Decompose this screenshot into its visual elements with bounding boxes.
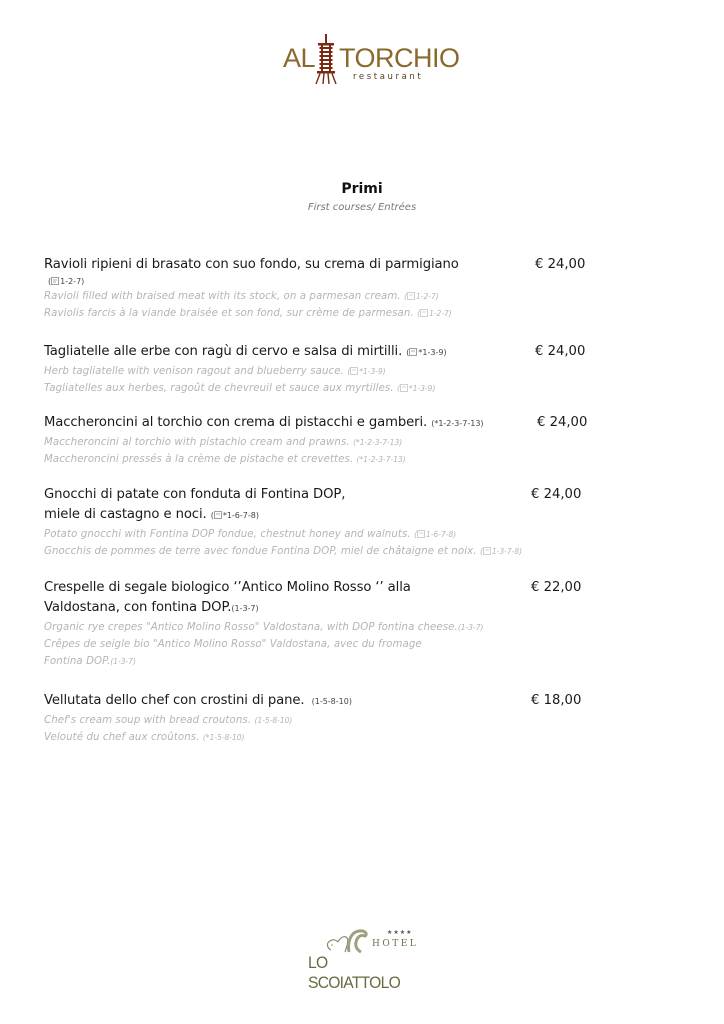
menu-item-tagliatelle xyxy=(44,342,604,397)
item-price: € 22,00 xyxy=(531,580,582,595)
french-text: Velouté du chef aux croûtons. xyxy=(44,732,200,743)
allergen-codes: (*1-2-3-7-13) xyxy=(353,438,403,447)
item-allergens-italian xyxy=(48,275,604,288)
allergen-codes: (*1-2-3-7-13) xyxy=(356,455,406,464)
item-price: € 24,00 xyxy=(531,487,582,502)
memo-icon xyxy=(51,277,59,285)
memo-icon xyxy=(350,367,358,375)
allergen-text: *1-3-9) xyxy=(418,348,447,357)
memo-icon xyxy=(214,511,222,519)
hotel-stars: ★★★★ xyxy=(387,929,413,936)
allergen-codes: (*1-2-3-7-13) xyxy=(431,419,484,428)
allergen-codes: (1-3-7) xyxy=(457,623,484,632)
allergen-codes: ( 1-3-7-8) xyxy=(479,547,523,556)
memo-icon xyxy=(483,547,491,555)
hotel-logo xyxy=(305,928,420,992)
item-description-french xyxy=(44,543,604,560)
item-name-italian-line2 xyxy=(44,598,604,619)
item-description-english xyxy=(44,363,604,380)
allergen-text: *1-3-9) xyxy=(359,367,386,376)
logo-word-al: AL xyxy=(283,43,316,73)
allergen-text: 1-6-7-8) xyxy=(426,530,457,539)
section-subtitle: First courses/ Entrées xyxy=(307,202,417,213)
allergen-codes: ( 1-2-7) xyxy=(404,292,439,301)
item-description-english xyxy=(44,619,604,636)
item-name-italian-line1: Crespelle di segale biologico ‘’Antico Molino Rosso ‘’ alla xyxy=(44,580,411,595)
item-name-italian xyxy=(44,691,604,712)
english-text: Chef's cream soup with bread croutons. xyxy=(44,715,252,726)
menu-item-vellutata xyxy=(44,691,604,746)
memo-icon xyxy=(420,309,428,317)
allergen-codes: 1-2-7) xyxy=(60,277,85,286)
menu-item-crespelle xyxy=(44,578,604,670)
italian-text: miele di castagno e noci. xyxy=(44,507,207,522)
memo-icon xyxy=(400,384,408,392)
menu-item-gnocchi xyxy=(44,485,604,560)
french-text: Fontina DOP. xyxy=(44,656,111,667)
item-price: € 24,00 xyxy=(537,415,588,430)
restaurant-logo xyxy=(283,34,460,86)
english-text: Herb tagliatelle with venison ragout and blueberry sauce. xyxy=(44,366,344,377)
italian-text: Tagliatelle alle erbe con ragù di cervo e salsa di mirtilli. xyxy=(44,344,403,359)
english-text: Maccheroncini al torchio with pistachio cream and prawns. xyxy=(44,437,350,448)
hotel-label: HOTEL xyxy=(372,939,419,949)
italian-text: Maccheroncini al torchio con crema di pistacchi e gamberi. xyxy=(44,415,428,430)
item-description-english xyxy=(44,434,604,451)
item-description-english xyxy=(44,288,604,305)
item-description-french-line2 xyxy=(44,653,604,670)
allergen-codes: (*1-5-8-10) xyxy=(202,733,245,742)
french-text: Gnocchis de pommes de terre avec fondue Fontina DOP, miel de châtaigne et noix. xyxy=(44,546,477,557)
allergen-codes: ( *1-6-7-8) xyxy=(210,511,259,520)
item-description-french xyxy=(44,729,604,746)
item-description-english xyxy=(44,526,604,543)
allergen-codes: (1-3-7) xyxy=(231,604,259,613)
english-text: Ravioli filled with braised meat with its stock, on a parmesan cream. xyxy=(44,291,401,302)
allergen-codes: ( *1-3-9) xyxy=(406,348,447,357)
item-price: € 18,00 xyxy=(531,693,582,708)
item-price: € 24,00 xyxy=(535,257,586,272)
item-description-french-line1: Crêpes de seigle bio "Antico Molino Rosso" Valdostana, avec du fromage xyxy=(44,639,422,650)
item-name-italian-line1: Gnocchi di patate con fonduta di Fontina DOP, xyxy=(44,487,346,502)
allergen-open-paren: ( xyxy=(48,277,52,286)
french-text: Tagliatelles aux herbes, ragoût de chevreuil et sauce aux myrtilles. xyxy=(44,383,394,394)
logo-subtitle: restaurant xyxy=(353,72,424,82)
item-name-italian-line2 xyxy=(44,505,604,526)
menu-item-maccheroncini xyxy=(44,413,604,468)
section-title: Primi xyxy=(341,181,383,197)
english-text: Organic rye crepes "Antico Molino Rosso" Valdostana, with DOP fontina cheese. xyxy=(44,622,458,633)
french-text: Raviolis farcis à la viande braisée et son fond, sur crème de parmesan. xyxy=(44,308,414,319)
item-price: € 24,00 xyxy=(535,344,586,359)
memo-icon xyxy=(409,348,417,356)
italian-text: Valdostana, con fontina DOP. xyxy=(44,600,232,615)
allergen-text: *1-3-9) xyxy=(408,384,436,393)
allergen-codes: ( *1-3-9) xyxy=(397,384,436,393)
allergen-text: 1-2-7) xyxy=(429,309,452,318)
squirrel-icon xyxy=(321,928,371,954)
wine-press-icon xyxy=(315,34,337,84)
allergen-codes: (1-5-8-10) xyxy=(254,716,293,725)
allergen-codes: ( *1-3-9) xyxy=(347,367,386,376)
item-description-french xyxy=(44,380,604,397)
allergen-text: 1-2-7) xyxy=(416,292,439,301)
memo-icon xyxy=(407,292,415,300)
item-description-english xyxy=(44,712,604,729)
item-description-french xyxy=(44,305,604,322)
allergen-codes: ( 1-2-7) xyxy=(417,309,452,318)
allergen-text: *1-6-7-8) xyxy=(222,511,259,520)
french-text: Maccheroncini pressés à la crème de pistache et crevettes. xyxy=(44,454,354,465)
item-name-italian xyxy=(44,413,604,434)
allergen-codes: (1-5-8-10) xyxy=(311,697,352,706)
english-text: Potato gnocchi with Fontina DOP fondue, chestnut honey and walnuts. xyxy=(44,529,411,540)
allergen-codes: ( 1-6-7-8) xyxy=(414,530,457,539)
logo-word-torchio: TORCHIO xyxy=(339,43,460,73)
italian-text: Vellutata dello chef con crostini di pane. xyxy=(44,693,305,708)
item-description-french xyxy=(44,451,604,468)
menu-item-ravioli xyxy=(44,255,604,322)
allergen-text: 1-3-7-8) xyxy=(491,547,523,556)
item-name-italian: Ravioli ripieni di brasato con suo fondo, su crema di parmigiano xyxy=(44,257,459,272)
item-name-italian xyxy=(44,342,604,363)
hotel-name: LO SCOIATTOLO xyxy=(308,953,401,992)
memo-icon xyxy=(417,530,425,538)
allergen-codes: (1-3-7) xyxy=(110,657,136,666)
